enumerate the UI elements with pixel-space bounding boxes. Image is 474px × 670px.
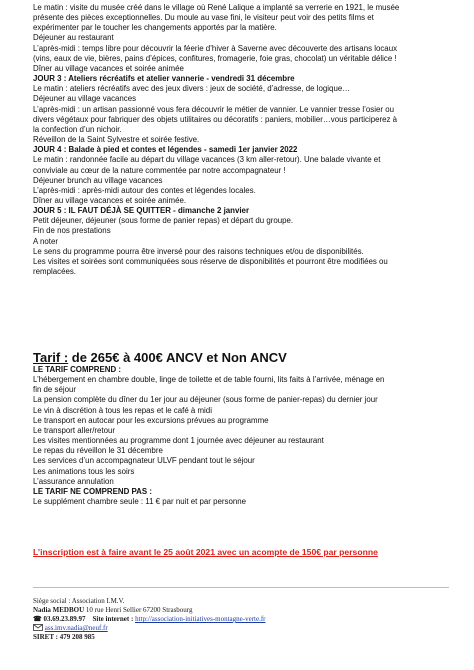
tarif-line: fin de séjour xyxy=(33,385,76,395)
program-line: remplacées. xyxy=(33,267,76,277)
tarif-line: Le transport en autocar pour les excursions prévues au programme xyxy=(33,415,269,425)
program-line: Le matin : randonnée facile au départ du village vacances (3 km aller-retour). Une balade vivante et xyxy=(33,155,381,165)
tarif-line: Le vin à discrétion à tous les repas et le café à midi xyxy=(33,405,212,415)
tarif-line: Les visites mentionnées au programme dont 1 journée avec déjeuner au restaurant xyxy=(33,436,324,446)
program-line: Réveillon de la Saint Sylvestre et soirée festive. xyxy=(33,135,200,145)
tarif-line: La pension complète du dîner du 1er jour au déjeuner (sous forme de panier-repas) du dernier jour xyxy=(33,395,378,405)
footer-phone-line xyxy=(33,615,449,624)
tarif-heading xyxy=(33,350,287,366)
footer-address: 10 rue Henri Sellier 67200 Strasbourg xyxy=(84,606,193,614)
tarif-line: LE TARIF COMPREND : xyxy=(33,365,121,374)
footer-email-line xyxy=(33,624,449,633)
program-line: Le matin : ateliers récréatifs avec des jeux divers : jeux de société, d’adresse, de logique… xyxy=(33,84,351,94)
footer-phone: ☎ 03.69.23.89.97 xyxy=(33,615,86,623)
footer-siege: Siège social : Association I.M.V. xyxy=(33,597,125,605)
program-line: conviviale au cœur de la nature commentée par notre accompagnateur ! xyxy=(33,165,286,175)
tarif-label: Tarif : xyxy=(33,350,69,365)
footer xyxy=(33,597,449,642)
footer-divider xyxy=(33,587,449,588)
envelope-icon xyxy=(33,624,45,632)
program-line: Petit déjeuner, déjeuner (sous forme de panier repas) et départ du groupe. xyxy=(33,216,294,226)
tarif-line: Le repas du réveillon le 31 décembre xyxy=(33,446,163,456)
program-line: Dîner au village vacances et soirée animée. xyxy=(33,195,187,205)
tarif-line: LE TARIF NE COMPREND PAS : xyxy=(33,486,152,496)
program-line: (vins, eaux de vie, bières, pains d’épices, confitures, fromagerie, foie gras, chocolat) un véritable délice ! xyxy=(33,53,397,63)
program-line: Déjeuner au village vacances xyxy=(33,94,137,104)
tarif-line: L’hébergement en chambre double, linge de toilette et de table fourni, lits faits à l’arrivée, ménage en xyxy=(33,375,385,385)
program-line: Dîner au village vacances et soirée animée xyxy=(33,63,184,73)
program-line: JOUR 4 : Balade à pied et contes et légendes - samedi 1er janvier 2022 xyxy=(33,145,298,155)
inscription-notice: L’inscription est à faire avant le 25 août 2021 avec un acompte de 150€ par personne xyxy=(33,547,378,557)
program-line: A noter xyxy=(33,236,59,246)
program-line: JOUR 5 : IL FAUT DÉJÀ SE QUITTER - dimanche 2 janvier xyxy=(33,206,250,216)
program-line: Le matin : visite du musée créé dans le village où René Lalique a implanté sa verrerie en 1921, le musée xyxy=(33,3,400,12)
program-line: L’après-midi : un artisan passionné vous fera découvrir le métier de vannier. Le vannier tresse l’osier ou xyxy=(33,104,394,114)
program-line: Déjeuner au restaurant xyxy=(33,33,114,43)
tarif-line: Le supplément chambre seule : 11 € par nuit et par personne xyxy=(33,497,247,507)
footer-email-link[interactable]: ass.imv.nadia@neuf.fr xyxy=(44,624,108,632)
footer-contact-line xyxy=(33,606,449,615)
footer-siret xyxy=(33,633,449,642)
tarif-line: Le transport aller/retour xyxy=(33,425,116,435)
footer-siret-text: SIRET : 479 208 985 xyxy=(33,633,95,641)
tarif-line: Les animations tous les soirs xyxy=(33,466,135,476)
tarif-range: de 265€ à 400€ ANCV et Non ANCV xyxy=(68,350,287,365)
program-line: Le sens du programme pourra être inversé pour des raisons techniques et/ou de disponibilités. xyxy=(33,246,364,256)
program-line: L’après-midi : temps libre pour découvrir la féerie d’hiver à Saverne avec découverte des artisans locaux xyxy=(33,43,398,53)
program-line: expérimenter par le toucher les changements apportés par la matière. xyxy=(33,23,277,33)
program-line: JOUR 3 : Ateliers récréatifs et atelier vannerie - vendredi 31 décembre xyxy=(33,74,295,84)
program-line: Déjeuner brunch au village vacances xyxy=(33,175,163,185)
program-line: L’après-midi : après-midi autour des contes et légendes locales. xyxy=(33,185,256,195)
tarif-line: L’assurance annulation xyxy=(33,476,114,486)
program-line: présente des pièces exceptionnelles. Du moule au vase fini, le visiteur peut voir des petits films et xyxy=(33,13,374,23)
program-line: la confection d’un nichoir. xyxy=(33,124,122,134)
program-line: divers végétaux pour fabriquer des objets utilitaires ou décoratifs : paniers, mobilier…vous participerez à xyxy=(33,114,398,124)
tarif-details xyxy=(33,365,449,507)
footer-contact-name: Nadia MEDBOU xyxy=(33,606,85,614)
program-line: Les visites et soirées sont communiquées sous réserve de disponibilités et pourront être modifiées ou xyxy=(33,256,388,266)
footer-site-label: Site internet : xyxy=(92,615,134,623)
program-line: Fin de nos prestations xyxy=(33,226,111,236)
program-section xyxy=(33,3,449,277)
tarif-line: Les services d’un accompagnateur ULVF pendant tout le séjour xyxy=(33,456,255,466)
footer-site-link[interactable]: http://association-initiatives-montagne-verte.fr xyxy=(135,615,266,623)
